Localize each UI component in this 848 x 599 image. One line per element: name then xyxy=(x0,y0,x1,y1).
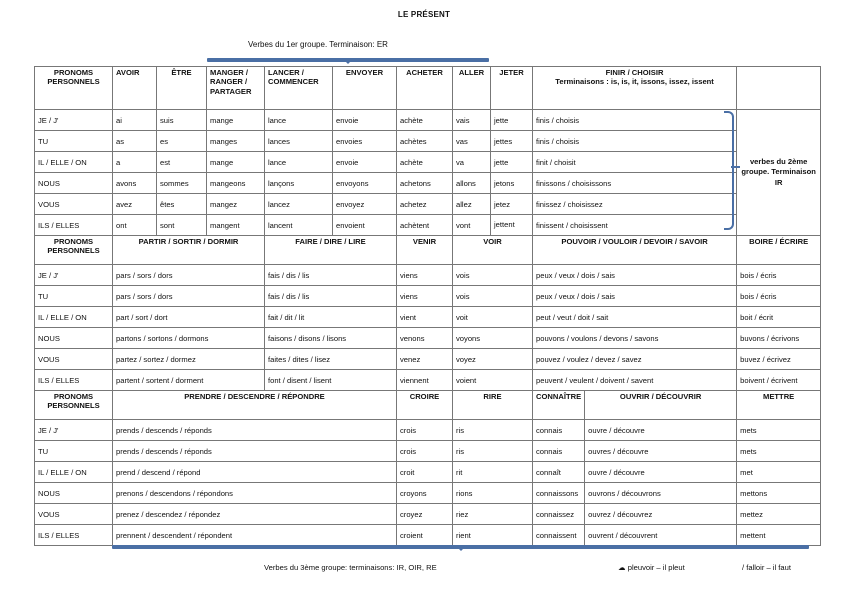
table-cell: finit / choisit xyxy=(533,152,737,173)
table-cell: IL / ELLE / ON xyxy=(35,307,113,328)
table-cell: vont xyxy=(453,215,491,236)
header-pouvoir: POUVOIR / VOULOIR / DEVOIR / SAVOIR xyxy=(533,236,737,265)
table-row xyxy=(35,215,821,236)
table-cell: connaissent xyxy=(533,525,585,546)
table-cell: prennent / descendent / répondent xyxy=(113,525,397,546)
table-cell: VOUS xyxy=(35,504,113,525)
table-cell: ont xyxy=(113,215,157,236)
table-cell: vient xyxy=(397,307,453,328)
table-cell: envoyez xyxy=(333,194,397,215)
table-row xyxy=(35,525,821,546)
header-finir xyxy=(533,67,737,110)
table-cell: ouvre / découvre xyxy=(585,420,737,441)
table-cell: JE / J' xyxy=(35,265,113,286)
table-row xyxy=(35,173,821,194)
table-cell: NOUS xyxy=(35,483,113,504)
table-cell: finis / choisis xyxy=(533,131,737,152)
table-cell: ouvres / découvre xyxy=(585,441,737,462)
table-cell: ILS / ELLES xyxy=(35,370,113,391)
table-cell: achetez xyxy=(397,194,453,215)
table-cell: es xyxy=(157,131,207,152)
table-cell: mangent xyxy=(207,215,265,236)
table-cell: achète xyxy=(397,152,453,173)
table-row xyxy=(35,370,821,391)
table-row xyxy=(35,307,821,328)
table-cell: lances xyxy=(265,131,333,152)
first-group-caption: Verbes du 1er groupe. Terminaison: ER xyxy=(248,40,388,49)
table-cell: allons xyxy=(453,173,491,194)
table-row xyxy=(35,328,821,349)
table-cell: TU xyxy=(35,441,113,462)
table-cell: finis / choisis xyxy=(533,110,737,131)
table-cell: viens xyxy=(397,286,453,307)
table-cell: vois xyxy=(453,286,533,307)
table-cell: VOUS xyxy=(35,349,113,370)
header-lancer-label: LANCER / COMMENCER xyxy=(268,68,319,87)
table-cell: finissent / choisissent xyxy=(533,215,737,236)
table-cell: vais xyxy=(453,110,491,131)
table-cell: voyons xyxy=(453,328,533,349)
header-ouvrir: OUVRIR / DÉCOUVRIR xyxy=(585,391,737,420)
table-cell: vas xyxy=(453,131,491,152)
header-finir-title: FINIR / CHOISIR xyxy=(605,68,664,77)
table-row xyxy=(35,420,821,441)
header-finir-endings: Terminaisons : is, is, it, issons, issez, issent xyxy=(555,77,714,87)
table-cell: rient xyxy=(453,525,533,546)
table-cell: finissez / choisissez xyxy=(533,194,737,215)
header-empty-cell xyxy=(737,67,821,110)
table-row xyxy=(35,349,821,370)
header-boire: BOIRE / ÉCRIRE xyxy=(737,236,821,265)
table-row xyxy=(35,194,821,215)
table-cell: croient xyxy=(397,525,453,546)
table-cell: NOUS xyxy=(35,328,113,349)
table-cell: font / disent / lisent xyxy=(265,370,397,391)
table-cell: envoie xyxy=(333,152,397,173)
table-cell: lançons xyxy=(265,173,333,194)
table-cell: venons xyxy=(397,328,453,349)
table-cell: ouvre / découvre xyxy=(585,462,737,483)
header-etre: ÊTRE xyxy=(157,67,207,110)
table-cell: met xyxy=(737,462,821,483)
table-cell: bois / écris xyxy=(737,286,821,307)
table-cell: ILS / ELLES xyxy=(35,525,113,546)
table-cell: viennent xyxy=(397,370,453,391)
table-cell: allez xyxy=(453,194,491,215)
table-cell: mange xyxy=(207,152,265,173)
table-cell: voyez xyxy=(453,349,533,370)
table-cell: connaissons xyxy=(533,483,585,504)
weather-icon: ☁ xyxy=(618,563,626,572)
header-venir: VENIR xyxy=(397,236,453,265)
header-jeter: JETER xyxy=(491,67,533,110)
table-cell: a xyxy=(113,152,157,173)
table-cell: prends / descends / réponds xyxy=(113,420,397,441)
table-cell: lance xyxy=(265,152,333,173)
conjugation-table xyxy=(34,66,821,546)
table-cell: peut / veut / doit / sait xyxy=(533,307,737,328)
table-cell: est xyxy=(157,152,207,173)
table-cell: achètes xyxy=(397,131,453,152)
header-pronoms: PRONOMS PERSONNELS xyxy=(35,236,113,265)
header-prendre: PRENDRE / DESCENDRE / RÉPONDRE xyxy=(113,391,397,420)
table-cell: boivent / écrivent xyxy=(737,370,821,391)
table-cell: riez xyxy=(453,504,533,525)
table-row xyxy=(35,110,821,131)
table-cell: peuvent / veulent / doivent / savent xyxy=(533,370,737,391)
second-group-brace xyxy=(724,111,734,230)
table-cell: rit xyxy=(453,462,533,483)
table-cell: vois xyxy=(453,265,533,286)
pleuvoir-note-text: pleuvoir – il pleut xyxy=(627,563,685,572)
table-cell: connaît xyxy=(533,462,585,483)
table-cell: mangeons xyxy=(207,173,265,194)
table-cell: envoient xyxy=(333,215,397,236)
header-lancer xyxy=(265,67,333,110)
table-cell: fais / dis / lis xyxy=(265,265,397,286)
table-cell: jetons xyxy=(491,173,533,194)
table-cell: prenez / descendez / répondez xyxy=(113,504,397,525)
table-cell: mange xyxy=(207,110,265,131)
table-cell: partent / sortent / dorment xyxy=(113,370,265,391)
table-row xyxy=(35,152,821,173)
table-cell: partez / sortez / dormez xyxy=(113,349,265,370)
table-cell: jettes xyxy=(491,131,533,152)
table-cell: mettons xyxy=(737,483,821,504)
header-voir: VOIR xyxy=(453,236,533,265)
table-cell: ris xyxy=(453,420,533,441)
table-cell: connais xyxy=(533,441,585,462)
table-cell: envoies xyxy=(333,131,397,152)
table-cell: ai xyxy=(113,110,157,131)
table-cell: croyez xyxy=(397,504,453,525)
third-group-bar xyxy=(112,545,809,549)
header-croire: CROIRE xyxy=(397,391,453,420)
table-cell: buvez / écrivez xyxy=(737,349,821,370)
table-row xyxy=(35,265,821,286)
page-title: LE PRÉSENT xyxy=(397,10,451,19)
bar-arrow-icon xyxy=(345,61,351,64)
table-cell: lance xyxy=(265,110,333,131)
table-cell: crois xyxy=(397,420,453,441)
table-cell: ouvrent / découvrent xyxy=(585,525,737,546)
table-row xyxy=(35,131,821,152)
table-cell: lancez xyxy=(265,194,333,215)
table-cell: voient xyxy=(453,370,533,391)
table-cell: ouvrons / découvrons xyxy=(585,483,737,504)
bar-arrow-icon xyxy=(458,548,464,551)
header-pronoms: PRONOMS PERSONNELS xyxy=(35,67,113,110)
section3-header-row xyxy=(35,391,821,420)
table-row xyxy=(35,441,821,462)
table-cell: envoyons xyxy=(333,173,397,194)
table-cell: JE / J' xyxy=(35,420,113,441)
second-group-note: verbes du 2ème groupe. Terminaison IR xyxy=(737,110,821,236)
table-cell: prends / descends / réponds xyxy=(113,441,397,462)
table-cell: faisons / disons / lisons xyxy=(265,328,397,349)
table-cell: êtes xyxy=(157,194,207,215)
table-cell: venez xyxy=(397,349,453,370)
header-avoir: AVOIR xyxy=(113,67,157,110)
table-cell: IL / ELLE / ON xyxy=(35,462,113,483)
table-cell: jetez xyxy=(491,194,533,215)
table-cell: finissons / choisissons xyxy=(533,173,737,194)
section1-header-row xyxy=(35,67,821,110)
table-cell: voit xyxy=(453,307,533,328)
table-cell: mettez xyxy=(737,504,821,525)
table-cell: sommes xyxy=(157,173,207,194)
table-cell: manges xyxy=(207,131,265,152)
table-cell: avons xyxy=(113,173,157,194)
header-mettre: METTRE xyxy=(737,391,821,420)
third-group-caption: Verbes du 3ème groupe: terminaisons: IR, OIR, RE xyxy=(264,563,437,572)
table-cell: viens xyxy=(397,265,453,286)
header-manger: MANGER / RANGER / PARTAGER xyxy=(207,67,265,110)
header-acheter: ACHETER xyxy=(397,67,453,110)
table-cell: pouvez / voulez / devez / savez xyxy=(533,349,737,370)
table-cell: ris xyxy=(453,441,533,462)
table-cell: VOUS xyxy=(35,194,113,215)
table-cell: achète xyxy=(397,110,453,131)
header-pronoms: PRONOMS PERSONNELS xyxy=(35,391,113,420)
table-cell: as xyxy=(113,131,157,152)
table-cell: connaissez xyxy=(533,504,585,525)
table-cell: envoie xyxy=(333,110,397,131)
table-cell: mettent xyxy=(737,525,821,546)
table-row xyxy=(35,286,821,307)
table-cell: connais xyxy=(533,420,585,441)
header-connaitre: CONNAÎTRE xyxy=(533,391,585,420)
table-cell: partons / sortons / dormons xyxy=(113,328,265,349)
table-row xyxy=(35,462,821,483)
header-rire: RIRE xyxy=(453,391,533,420)
header-faire: FAIRE / DIRE / LIRE xyxy=(265,236,397,265)
table-cell: JE / J' xyxy=(35,110,113,131)
table-row xyxy=(35,504,821,525)
table-cell: croyons xyxy=(397,483,453,504)
table-cell: achètent xyxy=(397,215,453,236)
table-cell: faites / dites / lisez xyxy=(265,349,397,370)
table-cell: mets xyxy=(737,441,821,462)
table-cell: peux / veux / dois / sais xyxy=(533,286,737,307)
table-cell: ouvrez / découvrez xyxy=(585,504,737,525)
table-cell: part / sort / dort xyxy=(113,307,265,328)
header-aller: ALLER xyxy=(453,67,491,110)
falloir-note: / falloir – il faut xyxy=(742,563,791,572)
table-cell: boit / écrit xyxy=(737,307,821,328)
table-cell: TU xyxy=(35,286,113,307)
table-cell: prend / descend / répond xyxy=(113,462,397,483)
first-group-bar xyxy=(207,58,489,62)
header-partir: PARTIR / SORTIR / DORMIR xyxy=(113,236,265,265)
table-cell: jette xyxy=(491,110,533,131)
table-cell: TU xyxy=(35,131,113,152)
table-cell: sont xyxy=(157,215,207,236)
table-cell: NOUS xyxy=(35,173,113,194)
table-row xyxy=(35,483,821,504)
header-envoyer: ENVOYER xyxy=(333,67,397,110)
table-cell: suis xyxy=(157,110,207,131)
table-cell: croit xyxy=(397,462,453,483)
table-cell: pars / sors / dors xyxy=(113,286,265,307)
table-cell: crois xyxy=(397,441,453,462)
table-cell: rions xyxy=(453,483,533,504)
table-cell: mangez xyxy=(207,194,265,215)
second-group-brace-tick xyxy=(731,166,740,168)
table-cell: peux / veux / dois / sais xyxy=(533,265,737,286)
table-cell: pouvons / voulons / devons / savons xyxy=(533,328,737,349)
table-cell: achetons xyxy=(397,173,453,194)
section2-header-row xyxy=(35,236,821,265)
table-cell: mets xyxy=(737,420,821,441)
table-cell: bois / écris xyxy=(737,265,821,286)
table-cell: ILS / ELLES xyxy=(35,215,113,236)
table-cell: IL / ELLE / ON xyxy=(35,152,113,173)
table-cell: buvons / écrivons xyxy=(737,328,821,349)
table-cell: fais / dis / lis xyxy=(265,286,397,307)
table-cell: va xyxy=(453,152,491,173)
table-cell: lancent xyxy=(265,215,333,236)
table-cell: avez xyxy=(113,194,157,215)
pleuvoir-note xyxy=(618,563,685,572)
table-cell: prenons / descendons / répondons xyxy=(113,483,397,504)
table-cell: jette xyxy=(491,152,533,173)
table-cell: pars / sors / dors xyxy=(113,265,265,286)
table-cell: fait / dit / lit xyxy=(265,307,397,328)
table-cell: jettent xyxy=(491,215,533,236)
